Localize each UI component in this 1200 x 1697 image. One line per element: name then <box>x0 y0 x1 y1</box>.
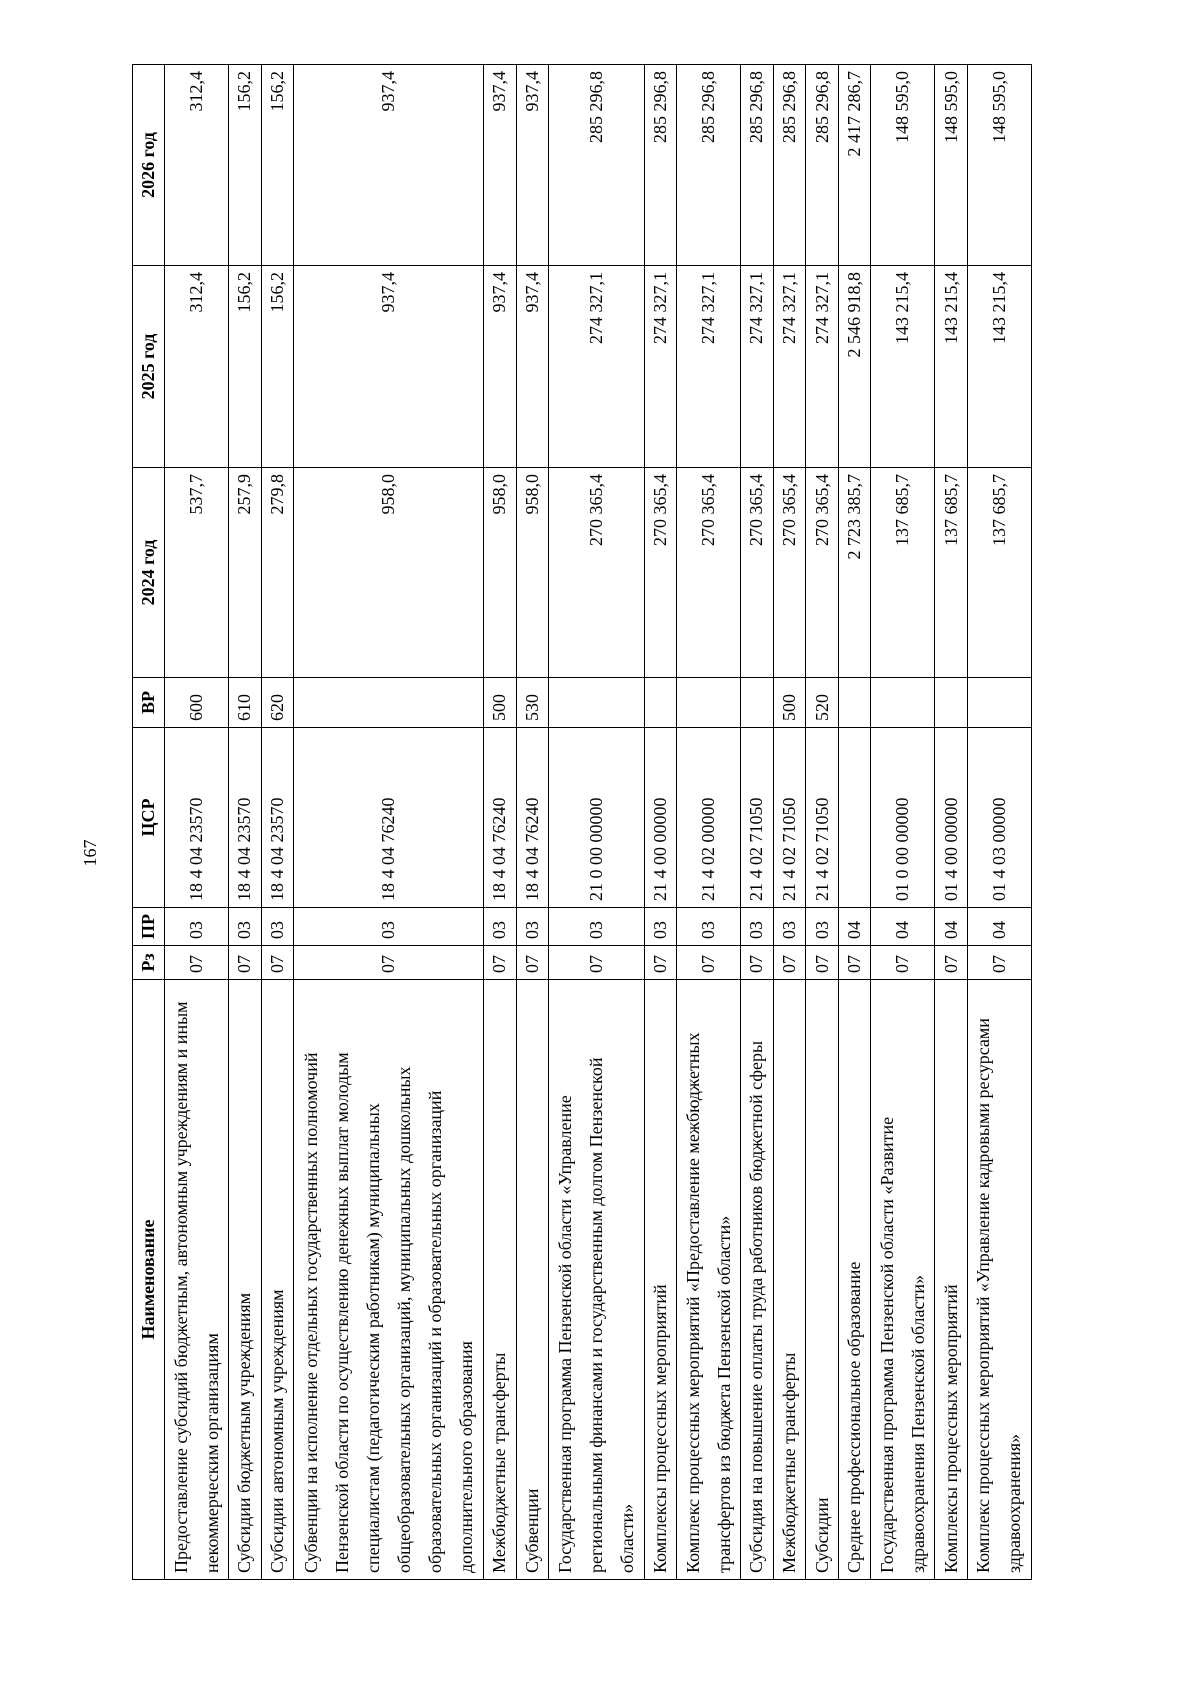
cell-rz: 07 <box>261 946 294 980</box>
cell-rz: 07 <box>806 946 839 980</box>
cell-2025: 156,2 <box>261 266 294 468</box>
cell-2024: 257,9 <box>229 468 262 678</box>
cell-2025: 274 327,1 <box>806 266 839 468</box>
cell-name: Комплексы процессных мероприятий <box>935 980 968 1580</box>
cell-2024: 270 365,4 <box>773 468 806 678</box>
cell-csr: 21 0 00 00000 <box>549 728 645 908</box>
cell-2025: 274 327,1 <box>677 266 741 468</box>
cell-2025: 274 327,1 <box>549 266 645 468</box>
cell-2025: 143 215,4 <box>935 266 968 468</box>
cell-pr: 03 <box>644 908 677 946</box>
cell-2025: 274 327,1 <box>644 266 677 468</box>
header-pr: ПР <box>133 908 165 946</box>
table-row <box>871 65 935 1580</box>
table-row <box>484 65 517 1580</box>
cell-2026: 148 595,0 <box>871 65 935 266</box>
cell-vr <box>935 678 968 728</box>
cell-csr: 01 4 03 00000 <box>967 728 1031 908</box>
cell-2024: 958,0 <box>294 468 484 678</box>
cell-csr: 18 4 04 76240 <box>294 728 484 908</box>
cell-vr <box>838 678 871 728</box>
cell-2024: 270 365,4 <box>677 468 741 678</box>
cell-csr: 01 0 00 00000 <box>871 728 935 908</box>
cell-rz: 07 <box>935 946 968 980</box>
cell-2026: 285 296,8 <box>677 65 741 266</box>
table-row <box>261 65 294 1580</box>
table-row <box>741 65 774 1580</box>
cell-rz: 07 <box>484 946 517 980</box>
cell-pr: 03 <box>677 908 741 946</box>
cell-pr: 03 <box>516 908 549 946</box>
cell-pr: 04 <box>967 908 1031 946</box>
cell-2025: 274 327,1 <box>773 266 806 468</box>
cell-2026: 2 417 286,7 <box>838 65 871 266</box>
cell-pr: 04 <box>871 908 935 946</box>
cell-pr: 04 <box>838 908 871 946</box>
cell-2026: 312,4 <box>165 65 229 266</box>
cell-vr: 500 <box>773 678 806 728</box>
table-row <box>644 65 677 1580</box>
cell-2024: 270 365,4 <box>741 468 774 678</box>
cell-pr: 03 <box>741 908 774 946</box>
cell-csr: 18 4 04 23570 <box>229 728 262 908</box>
table-row <box>516 65 549 1580</box>
cell-2024: 137 685,7 <box>967 468 1031 678</box>
table-row <box>165 65 229 1580</box>
table-row <box>935 65 968 1580</box>
table-row <box>294 65 484 1580</box>
cell-2024: 958,0 <box>516 468 549 678</box>
cell-2026: 156,2 <box>229 65 262 266</box>
cell-vr <box>871 678 935 728</box>
cell-csr: 21 4 02 00000 <box>677 728 741 908</box>
cell-2025: 937,4 <box>294 266 484 468</box>
cell-name: Субсидии автономным учреждениям <box>261 980 294 1580</box>
cell-vr <box>549 678 645 728</box>
cell-2025: 312,4 <box>165 266 229 468</box>
cell-name: Комплекс процессных мероприятий «Предоставление межбюджетных трансфертов из бюджета Пензенской области» <box>677 980 741 1580</box>
cell-2024: 270 365,4 <box>549 468 645 678</box>
table-row <box>677 65 741 1580</box>
cell-2026: 285 296,8 <box>806 65 839 266</box>
cell-2024: 279,8 <box>261 468 294 678</box>
cell-name: Субсидии <box>806 980 839 1580</box>
cell-pr: 03 <box>165 908 229 946</box>
cell-2026: 156,2 <box>261 65 294 266</box>
cell-csr: 18 4 04 23570 <box>165 728 229 908</box>
cell-rz: 07 <box>644 946 677 980</box>
cell-rz: 07 <box>516 946 549 980</box>
cell-rz: 07 <box>871 946 935 980</box>
cell-csr: 18 4 04 76240 <box>516 728 549 908</box>
cell-2025: 937,4 <box>516 266 549 468</box>
cell-name: Субсидии бюджетным учреждениям <box>229 980 262 1580</box>
cell-csr: 21 4 02 71050 <box>741 728 774 908</box>
cell-vr <box>677 678 741 728</box>
cell-2026: 148 595,0 <box>935 65 968 266</box>
header-rz: Рз <box>133 946 165 980</box>
cell-2026: 148 595,0 <box>967 65 1031 266</box>
cell-name: Межбюджетные трансферты <box>773 980 806 1580</box>
cell-name: Субсидия на повышение оплаты труда работников бюджетной сферы <box>741 980 774 1580</box>
table-row <box>549 65 645 1580</box>
cell-rz: 07 <box>294 946 484 980</box>
cell-2026: 937,4 <box>294 65 484 266</box>
cell-2026: 285 296,8 <box>741 65 774 266</box>
cell-vr <box>741 678 774 728</box>
budget-table <box>132 64 1032 1580</box>
cell-pr: 03 <box>484 908 517 946</box>
cell-2025: 143 215,4 <box>871 266 935 468</box>
cell-2026: 285 296,8 <box>644 65 677 266</box>
cell-2025: 937,4 <box>484 266 517 468</box>
cell-2026: 285 296,8 <box>549 65 645 266</box>
cell-csr: 18 4 04 76240 <box>484 728 517 908</box>
cell-2024: 137 685,7 <box>871 468 935 678</box>
cell-pr: 03 <box>294 908 484 946</box>
cell-vr: 500 <box>484 678 517 728</box>
cell-csr: 18 4 04 23570 <box>261 728 294 908</box>
cell-name: Государственная программа Пензенской области «Развитие здравоохранения Пензенской области» <box>871 980 935 1580</box>
cell-rz: 07 <box>165 946 229 980</box>
header-vr: ВР <box>133 678 165 728</box>
table-header-row <box>133 65 165 1580</box>
table-row <box>838 65 871 1580</box>
header-2026: 2026 год <box>133 65 165 266</box>
cell-rz: 07 <box>838 946 871 980</box>
cell-rz: 07 <box>549 946 645 980</box>
cell-csr: 01 4 00 00000 <box>935 728 968 908</box>
cell-pr: 03 <box>549 908 645 946</box>
cell-csr: 21 4 02 71050 <box>773 728 806 908</box>
cell-2024: 137 685,7 <box>935 468 968 678</box>
cell-vr <box>294 678 484 728</box>
table-row <box>229 65 262 1580</box>
cell-name: Предоставление субсидий бюджетным, автономным учреждениям и иным некоммерческим организациям <box>165 980 229 1580</box>
cell-rz: 07 <box>967 946 1031 980</box>
cell-2025: 274 327,1 <box>741 266 774 468</box>
table-row <box>806 65 839 1580</box>
cell-name: Комплексы процессных мероприятий <box>644 980 677 1580</box>
header-2024: 2024 год <box>133 468 165 678</box>
cell-name: Комплекс процессных мероприятий «Управление кадровыми ресурсами здравоохранения» <box>967 980 1031 1580</box>
cell-rz: 07 <box>741 946 774 980</box>
rotated-table-container <box>132 65 1032 1580</box>
cell-csr: 21 4 02 71050 <box>806 728 839 908</box>
cell-2026: 937,4 <box>516 65 549 266</box>
cell-name: Межбюджетные трансферты <box>484 980 517 1580</box>
cell-pr: 03 <box>773 908 806 946</box>
cell-vr <box>967 678 1031 728</box>
cell-2025: 2 546 918,8 <box>838 266 871 468</box>
header-name: Наименование <box>133 980 165 1580</box>
cell-vr <box>644 678 677 728</box>
cell-csr: 21 4 00 00000 <box>644 728 677 908</box>
cell-2024: 537,7 <box>165 468 229 678</box>
page-number: 167 <box>80 839 100 867</box>
cell-2024: 270 365,4 <box>806 468 839 678</box>
cell-vr: 620 <box>261 678 294 728</box>
cell-rz: 07 <box>677 946 741 980</box>
cell-pr: 03 <box>229 908 262 946</box>
cell-2026: 285 296,8 <box>773 65 806 266</box>
table-row <box>773 65 806 1580</box>
cell-pr: 03 <box>806 908 839 946</box>
cell-name: Государственная программа Пензенской области «Управление региональными финансами и государственным долгом Пензенской области» <box>549 980 645 1580</box>
table-row <box>967 65 1031 1580</box>
cell-vr: 520 <box>806 678 839 728</box>
cell-vr: 600 <box>165 678 229 728</box>
cell-pr: 03 <box>261 908 294 946</box>
cell-rz: 07 <box>229 946 262 980</box>
cell-vr: 610 <box>229 678 262 728</box>
cell-vr: 530 <box>516 678 549 728</box>
cell-pr: 04 <box>935 908 968 946</box>
cell-csr <box>838 728 871 908</box>
cell-rz: 07 <box>773 946 806 980</box>
cell-2024: 2 723 385,7 <box>838 468 871 678</box>
cell-2025: 143 215,4 <box>967 266 1031 468</box>
cell-2025: 156,2 <box>229 266 262 468</box>
cell-2024: 270 365,4 <box>644 468 677 678</box>
cell-name: Среднее профессиональное образование <box>838 980 871 1580</box>
cell-name: Субвенции <box>516 980 549 1580</box>
cell-2026: 937,4 <box>484 65 517 266</box>
cell-name: Субвенции на исполнение отдельных государственных полномочий Пензенской области по осуществлению денежных выплат молодым специалистам (педагогическим работникам) муниципальных общеобразовательных организаций, муниципальных дошкольных образовательных организаций и образовательных организаций дополнительного образования <box>294 980 484 1580</box>
header-csr: ЦСР <box>133 728 165 908</box>
header-2025: 2025 год <box>133 266 165 468</box>
cell-2024: 958,0 <box>484 468 517 678</box>
